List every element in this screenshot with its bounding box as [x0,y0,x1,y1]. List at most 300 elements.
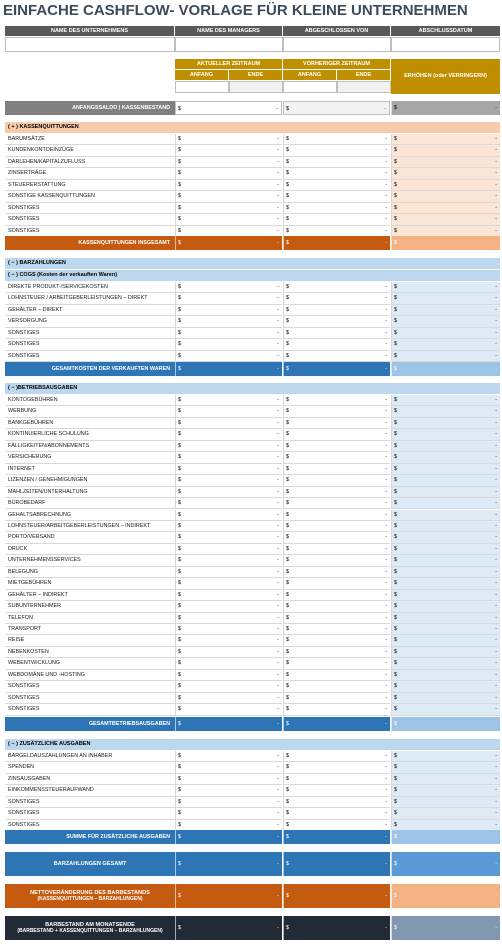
currency-symbol: $ [178,193,181,200]
change-value-cell [391,693,500,704]
previous-value-cell[interactable] [283,282,390,293]
value-dash: - [385,787,387,794]
currency-symbol: $ [286,706,289,713]
currency-symbol: $ [286,626,289,632]
currency-symbol: $ [394,591,397,598]
extra-total-value [175,830,282,844]
line-item-label: KONTINUIERLICHE SCHULUNG [5,429,175,440]
value-dash: - [277,721,279,727]
current-value-cell[interactable] [175,797,282,808]
previous-end-field[interactable] [337,81,391,93]
change-value-cell [391,704,500,715]
current-value-cell[interactable] [175,762,282,773]
currency-symbol: $ [286,775,289,782]
value-dash: - [385,240,387,246]
value-dash: - [385,442,387,449]
currency-symbol: $ [286,861,289,867]
value-dash: - [495,893,497,899]
current-value-cell[interactable] [175,532,282,543]
current-value-cell[interactable] [175,316,282,327]
line-item-label: DIREKTE PRODUKT-/SERVICEKOSTEN [5,282,175,293]
value-dash: - [385,170,387,177]
previous-value-cell[interactable] [283,180,390,191]
cogs-total-label: GESAMTKOSTEN DER VERKAUFTEN WAREN [5,362,175,376]
current-value-cell[interactable] [175,635,282,646]
previous-value-cell[interactable] [283,406,390,417]
current-value-cell[interactable] [175,441,282,452]
net-change-value [391,884,500,908]
previous-value-cell[interactable] [283,670,390,681]
previous-value-cell[interactable] [283,351,390,362]
extra-total-value [283,830,390,844]
currency-symbol: $ [178,431,181,438]
previous-value-cell[interactable] [283,521,390,532]
line-item-label: BÜROBEDARF [5,498,175,509]
value-dash: - [495,366,497,372]
currency-symbol: $ [178,798,181,805]
payments-total-label [5,852,175,876]
change-value-cell [391,395,500,406]
value-dash: - [495,204,497,211]
line-item-row [5,647,500,658]
cogs-total-value [175,362,282,376]
line-item-label: LOHNSTEUER/ARBEITGEBERLEISTUNGEN – INDIREKT [5,521,175,532]
value-dash: - [385,626,387,632]
opex-heading: ( − )BETRIEBSAUSGABEN [5,383,500,394]
line-item-row [5,282,500,293]
current-value-cell[interactable] [175,191,282,202]
currency-symbol: $ [286,798,289,805]
value-dash: - [385,341,387,348]
current-value-cell[interactable] [175,418,282,429]
currency-symbol: $ [394,764,397,771]
value-dash: - [385,204,387,211]
value-dash: - [385,893,387,899]
currency-symbol: $ [178,511,181,518]
previous-value-cell[interactable] [283,157,390,168]
value-dash: - [385,545,387,552]
currency-symbol: $ [394,454,397,461]
current-value-cell[interactable] [175,751,282,762]
line-item-label: VERSICHERUNG [5,452,175,463]
current-value-cell[interactable] [175,613,282,624]
change-value-cell [391,532,500,543]
previous-value-cell[interactable] [283,590,390,601]
line-item-label: SONSTIGES [5,820,175,831]
line-item-row [5,544,500,555]
change-value-cell [391,351,500,362]
value-dash: - [385,295,387,302]
current-value-cell[interactable] [175,293,282,304]
current-value-cell[interactable] [175,555,282,566]
current-value-cell[interactable] [175,429,282,440]
value-dash: - [385,488,387,495]
previous-value-cell[interactable] [283,751,390,762]
value-dash: - [385,721,387,727]
currency-symbol: $ [286,136,289,142]
previous-value-cell[interactable] [283,544,390,555]
current-value-cell[interactable] [175,785,282,796]
payments-heading: ( − ) BARZAHLUNGEN [5,258,500,269]
current-value-cell[interactable] [175,305,282,316]
current-value-cell[interactable] [175,168,282,179]
change-value-cell [391,487,500,498]
value-dash: - [385,318,387,325]
value-dash: - [385,591,387,598]
current-value-cell[interactable] [175,590,282,601]
change-value-cell [391,624,500,635]
change-value-cell [391,464,500,475]
extra-heading: ( − ) ZUSÄTZLICHE AUSGABEN [5,739,500,750]
current-value-cell[interactable] [175,498,282,509]
extra-total-value [391,830,500,844]
currency-symbol: $ [178,318,181,325]
current-value-cell[interactable] [175,214,282,225]
previous-value-cell[interactable] [283,808,390,819]
current-value-cell[interactable] [175,521,282,532]
currency-symbol: $ [286,557,289,564]
previous-value-cell[interactable] [283,293,390,304]
current-value-cell[interactable] [175,475,282,486]
current-value-cell[interactable] [175,808,282,819]
value-dash: - [277,295,279,302]
currency-symbol: $ [286,580,289,587]
change-header: ERHÖHEN (oder VERRINGERN) [391,59,500,94]
current-start-field[interactable] [175,81,229,93]
value-dash: - [277,603,279,610]
value-dash: - [385,227,387,234]
previous-value-cell[interactable] [283,328,390,339]
current-value-cell[interactable] [175,658,282,669]
currency-symbol: $ [394,216,397,223]
current-value-cell[interactable] [175,180,282,191]
value-dash: - [385,136,387,142]
current-value-cell[interactable] [175,601,282,612]
change-value-cell [391,510,500,521]
line-item-label: SONSTIGES [5,681,175,692]
previous-value-cell[interactable] [283,601,390,612]
value-dash: - [385,408,387,415]
value-dash: - [277,660,279,667]
value-dash: - [495,227,497,234]
currency-symbol: $ [394,721,397,727]
currency-symbol: $ [286,240,289,246]
completed-by-header: ABGESCHLOSSEN VON [283,26,391,36]
change-value-cell [391,762,500,773]
previous-value-cell[interactable] [283,797,390,808]
previous-value-cell[interactable] [283,578,390,589]
value-dash: - [277,893,279,899]
currency-symbol: $ [178,341,181,348]
value-dash: - [495,626,497,632]
previous-value-cell[interactable] [283,452,390,463]
currency-symbol: $ [394,626,397,632]
previous-value-cell[interactable] [283,305,390,316]
currency-symbol: $ [394,465,397,472]
payments-total-value [175,852,282,876]
cogs-heading: ( − ) COGS (Kosten der verkauften Waren) [5,270,500,281]
previous-value-cell[interactable] [283,316,390,327]
currency-symbol: $ [286,477,289,484]
change-value-cell [391,441,500,452]
line-item-label: SPENDEN [5,762,175,773]
value-dash: - [385,366,387,372]
value-dash: - [385,419,387,426]
value-dash: - [277,352,279,359]
currency-symbol: $ [178,477,181,484]
line-item-row [5,613,500,624]
current-value-cell[interactable] [175,406,282,417]
currency-symbol: $ [178,419,181,426]
line-item-label: LIZENZEN / GENEHMIGUNGEN [5,475,175,486]
value-dash: - [385,925,387,931]
completed-by-field[interactable] [283,37,391,52]
opening-balance-label: ANFANGSSALDO | KASSENBESTAND [5,101,175,115]
currency-symbol: $ [394,753,397,759]
previous-start-field[interactable] [283,81,337,93]
previous-value-cell[interactable] [283,762,390,773]
currency-symbol: $ [286,522,289,529]
current-value-cell[interactable] [175,670,282,681]
ending-balance-label [5,916,175,940]
change-value-cell [391,452,500,463]
previous-value-cell[interactable] [283,145,390,156]
line-item-row [5,578,500,589]
current-value-cell[interactable] [175,681,282,692]
line-item-label: VERSORGUNG [5,316,175,327]
change-value-cell [391,214,500,225]
line-item-row [5,693,500,704]
previous-value-cell[interactable] [283,487,390,498]
value-dash: - [385,465,387,472]
previous-value-cell[interactable] [283,647,390,658]
previous-value-cell[interactable] [283,191,390,202]
currency-symbol: $ [394,227,397,234]
currency-symbol: $ [178,545,181,552]
value-dash: - [277,240,279,246]
line-item-label: TRANSPORT [5,624,175,635]
value-dash: - [495,306,497,313]
value-dash: - [277,204,279,211]
current-value-cell[interactable] [175,145,282,156]
change-value-cell [391,681,500,692]
previous-value-cell[interactable] [283,785,390,796]
current-value-cell[interactable] [175,282,282,293]
currency-symbol: $ [286,431,289,438]
line-item-row [5,328,500,339]
current-value-cell[interactable] [175,704,282,715]
current-value-cell[interactable] [175,351,282,362]
value-dash: - [277,798,279,805]
line-item-label: GEHALTSABRECHNUNG [5,510,175,521]
line-item-label: EINKOMMENSSTEUERAUFWAND [5,785,175,796]
change-value-cell [391,544,500,555]
line-item-row [5,429,500,440]
previous-value-cell[interactable] [283,441,390,452]
currency-symbol: $ [286,534,289,541]
extra-total-label: SUMME FÜR ZUSÄTZLICHE AUSGABEN [5,830,175,844]
previous-value-cell[interactable] [283,475,390,486]
currency-symbol: $ [286,397,289,403]
value-dash: - [495,419,497,426]
current-value-cell[interactable] [175,452,282,463]
change-value-cell [391,590,500,601]
previous-value-cell[interactable] [283,134,390,145]
current-end-field[interactable] [229,81,283,93]
value-dash: - [385,454,387,461]
net-change [5,884,500,908]
value-dash: - [277,136,279,142]
currency-symbol: $ [394,557,397,564]
currency-symbol: $ [178,721,181,727]
current-value-cell[interactable] [175,339,282,350]
value-dash: - [385,397,387,403]
currency-symbol: $ [286,216,289,223]
value-dash: - [495,764,497,771]
value-dash: - [495,591,497,598]
current-value-cell[interactable] [175,157,282,168]
previous-value-cell[interactable] [283,704,390,715]
line-item-label: LOHNSTEUER / ARBEITGEBERLEISTUNGEN – DIREKT [5,293,175,304]
value-dash: - [385,821,387,828]
previous-value-cell[interactable] [283,464,390,475]
line-item-row [5,305,500,316]
current-value-cell[interactable] [175,328,282,339]
line-item-label: WERBUNG [5,406,175,417]
currency-symbol: $ [394,341,397,348]
currency-symbol: $ [286,637,289,644]
currency-symbol: $ [178,861,181,867]
line-item-label: SUBUNTERNEHMER [5,601,175,612]
current-value-cell[interactable] [175,203,282,214]
line-item-row [5,203,500,214]
previous-value-cell[interactable] [283,613,390,624]
currency-symbol: $ [394,170,397,177]
change-value-cell [391,316,500,327]
previous-value-cell[interactable] [283,214,390,225]
value-dash: - [495,511,497,518]
line-item-label: ZINSERTRÄGE [5,168,175,179]
current-value-cell[interactable] [175,774,282,785]
currency-symbol: $ [286,511,289,518]
currency-symbol: $ [394,240,397,246]
currency-symbol: $ [394,500,397,507]
previous-value-cell[interactable] [283,532,390,543]
previous-value-cell[interactable] [283,658,390,669]
currency-symbol: $ [178,683,181,690]
previous-value-cell[interactable] [283,567,390,578]
currency-symbol: $ [394,660,397,667]
line-item-label: ZINSAUSGABEN [5,774,175,785]
previous-value-cell[interactable] [283,635,390,646]
currency-symbol: $ [286,193,289,200]
previous-value-cell[interactable] [283,510,390,521]
previous-value-cell[interactable] [283,418,390,429]
value-dash: - [495,500,497,507]
receipts-total-value [175,236,282,250]
change-value-cell [391,328,500,339]
previous-value-cell[interactable] [283,681,390,692]
currency-symbol: $ [394,181,397,188]
current-value-cell[interactable] [175,464,282,475]
value-dash: - [277,193,279,200]
value-dash: - [277,216,279,223]
current-value-cell[interactable] [175,578,282,589]
current-value-cell[interactable] [175,510,282,521]
line-item-row [5,785,500,796]
currency-symbol: $ [394,488,397,495]
currency-symbol: $ [178,660,181,667]
currency-symbol: $ [286,465,289,472]
previous-value-cell[interactable] [283,395,390,406]
line-item-row [5,670,500,681]
currency-symbol: $ [394,683,397,690]
opex-total-value [283,717,390,731]
currency-symbol: $ [394,706,397,713]
current-value-cell[interactable] [175,134,282,145]
manager-name-field[interactable] [175,37,283,52]
currency-symbol: $ [394,568,397,575]
previous-value-cell[interactable] [283,555,390,566]
previous-value-cell[interactable] [283,168,390,179]
previous-value-cell[interactable] [283,203,390,214]
currency-symbol: $ [286,408,289,415]
change-value-cell [391,578,500,589]
current-value-cell[interactable] [175,487,282,498]
previous-value-cell[interactable] [283,429,390,440]
value-dash: - [385,284,387,290]
value-dash: - [385,147,387,154]
value-dash: - [277,591,279,598]
value-dash: - [495,580,497,587]
value-dash: - [385,648,387,655]
company-name-field[interactable] [5,37,175,52]
currency-symbol: $ [286,721,289,727]
opening-current-cell[interactable]: $ - [175,101,282,115]
value-dash: - [277,637,279,644]
line-item-row [5,762,500,773]
current-value-cell[interactable] [175,624,282,635]
completion-date-field[interactable] [391,37,500,52]
line-item-label: PORTO/VERSAND [5,532,175,543]
previous-value-cell[interactable] [283,774,390,785]
opening-previous-cell[interactable]: $ - [283,101,390,115]
currency-symbol: $ [394,329,397,336]
line-item-row [5,452,500,463]
currency-symbol: $ [178,366,181,372]
value-dash: - [277,454,279,461]
current-value-cell[interactable] [175,693,282,704]
currency-symbol: $ [394,147,397,154]
previous-value-cell[interactable] [283,498,390,509]
previous-value-cell[interactable] [283,693,390,704]
currency-symbol: $ [394,810,397,817]
change-value-cell [391,555,500,566]
currency-symbol: $ [178,557,181,564]
previous-value-cell[interactable] [283,339,390,350]
current-value-cell[interactable] [175,544,282,555]
current-value-cell[interactable] [175,647,282,658]
line-item-row [5,157,500,168]
currency-symbol: $ [286,683,289,690]
currency-symbol: $ [394,787,397,794]
currency-symbol: $ [178,614,181,621]
currency-symbol: $ [178,821,181,828]
current-value-cell[interactable] [175,395,282,406]
value-dash: - [277,534,279,541]
current-value-cell[interactable] [175,567,282,578]
previous-value-cell[interactable] [283,624,390,635]
